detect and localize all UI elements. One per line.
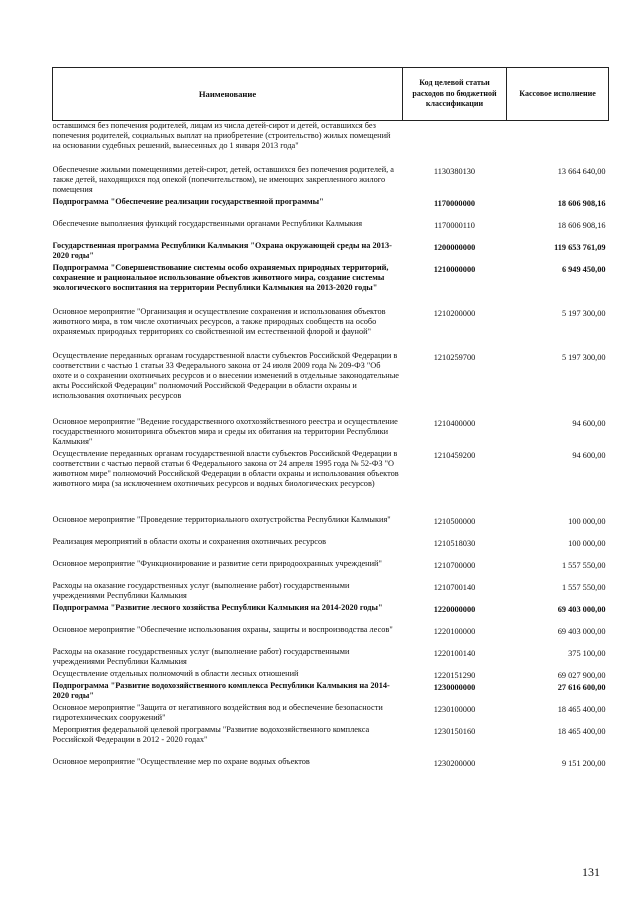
table-row bbox=[53, 725, 609, 757]
table-row bbox=[53, 603, 609, 625]
row-code: 1220151290 bbox=[433, 670, 476, 680]
row-name: Реализация мероприятий в области охоты и сохранения охотничьих ресурсов bbox=[52, 536, 327, 546]
table-body bbox=[53, 121, 609, 777]
row-name: Расходы на оказание государственных услуг (выполнение работ) государственными учреждениями Республики Калмыкия bbox=[52, 580, 350, 600]
table-row bbox=[53, 515, 609, 537]
table-row bbox=[53, 121, 609, 165]
row-amount: 5 197 300,00 bbox=[561, 308, 606, 318]
table-row bbox=[53, 263, 609, 307]
row-amount: 5 197 300,00 bbox=[561, 352, 606, 362]
row-amount: 13 664 640,00 bbox=[557, 166, 606, 176]
row-amount: 1 557 550,00 bbox=[561, 560, 606, 570]
row-name: Обеспечение жилыми помещениями детей-сирот, детей, оставшихся без попечения родителей, а также детей, находящихся под опекой (попечительством), не имеющих закрепленного жилого помещения bbox=[52, 164, 394, 194]
row-code: 1210400000 bbox=[433, 418, 476, 428]
row-name: Основное мероприятие "Ведение государственного охотхозяйственного реестра и осуществление государственного мониторинга объектов мира и среды их обитания на территории Республики Калмыкия" bbox=[52, 416, 398, 446]
row-code: 1210500000 bbox=[433, 516, 476, 526]
page-number: 131 bbox=[582, 865, 600, 879]
table-row bbox=[53, 537, 609, 559]
row-code: 1170000110 bbox=[434, 220, 475, 230]
row-amount: 100 000,00 bbox=[568, 516, 606, 526]
row-amount: 94 600,00 bbox=[572, 418, 606, 428]
row-amount: 6 949 450,00 bbox=[561, 264, 606, 274]
row-amount: 94 600,00 bbox=[572, 450, 606, 460]
table-row bbox=[53, 581, 609, 603]
row-amount: 375 100,00 bbox=[568, 648, 606, 658]
table-row bbox=[53, 647, 609, 669]
table-row bbox=[53, 449, 609, 515]
row-code: 1200000000 bbox=[433, 242, 476, 252]
table-row bbox=[53, 703, 609, 725]
row-name: Подпрограмма "Развитие водохозяйственного комплекса Республики Калмыкия на 2014-2020 годы" bbox=[52, 680, 390, 700]
row-name: Осуществление переданных органам государственной власти субъектов Российской Федерации в соответствии с частью первой статьи 6 Федерального закона от 24 апреля 1995 года № 52-ФЗ "О животном мире" полномочий Российской Федерации в области охраны и использования объектов животного мира (за исключением охотничьих ресурсов и водных биологических ресурсов) bbox=[52, 448, 399, 488]
header-amount: Кассовое исполнение bbox=[507, 68, 609, 121]
table-row bbox=[53, 417, 609, 449]
row-code: 1210259700 bbox=[433, 352, 476, 362]
row-amount: 119 653 761,09 bbox=[554, 242, 606, 252]
row-code: 1210200000 bbox=[433, 308, 476, 318]
row-code: 1230000000 bbox=[433, 682, 476, 692]
header-code: Код целевой статьи расходов по бюджетной классификации bbox=[403, 68, 507, 121]
row-code: 1220100140 bbox=[433, 648, 476, 658]
row-name: Подпрограмма "Совершенствование системы особо охраняемых природных территорий, сохранение и рациональное использование объектов животного мира, создание системы экологического воспитания на территории Республики Калмыкия на 2013-2020 годы" bbox=[52, 262, 389, 292]
row-code: 1130380130 bbox=[433, 166, 476, 176]
row-code: 1210700140 bbox=[433, 582, 476, 592]
row-name: Подпрограмма "Обеспечение реализации государственной программы" bbox=[52, 196, 324, 206]
table-row bbox=[53, 351, 609, 417]
row-amount: 18 465 400,00 bbox=[557, 726, 606, 736]
table-row bbox=[53, 307, 609, 351]
table-row bbox=[53, 669, 609, 681]
row-code: 1220000000 bbox=[433, 604, 476, 614]
row-amount bbox=[507, 121, 609, 165]
row-amount: 18 606 908,16 bbox=[557, 198, 606, 208]
table-row bbox=[53, 559, 609, 581]
row-code: 1210700000 bbox=[433, 560, 476, 570]
header-name: Наименование bbox=[53, 68, 403, 121]
row-name: Основное мероприятие "Осуществление мер по охране водных объектов bbox=[52, 756, 310, 766]
row-name: Подпрограмма "Развитие лесного хозяйства Республики Калмыкия на 2014-2020 годы" bbox=[52, 602, 383, 612]
row-name: Расходы на оказание государственных услуг (выполнение работ) государственными учреждениями Республики Калмыкия bbox=[52, 646, 350, 666]
row-amount: 18 606 908,16 bbox=[557, 220, 606, 230]
row-amount: 9 151 200,00 bbox=[561, 758, 606, 768]
row-code: 1230100000 bbox=[433, 704, 476, 714]
row-name: Мероприятия федеральной целевой программы "Развитие водохозяйственного комплекса Российской Федерации в 2012 - 2020 годах" bbox=[52, 724, 370, 744]
table-row bbox=[53, 625, 609, 647]
table-row bbox=[53, 757, 609, 777]
row-code: 1220100000 bbox=[433, 626, 476, 636]
row-amount: 69 403 000,00 bbox=[557, 604, 606, 614]
row-name: Основное мероприятие "Организация и осуществление сохранения и использования объектов животного мира, в том числе охотничьих ресурсов, а также природных сообществ на особо охраняемых природных территориях со свойственной им естественной флорой и фауной" bbox=[52, 306, 386, 336]
row-code: 1210518030 bbox=[433, 538, 476, 548]
row-name: оставшимся без попечения родителей, лицам из числа детей-сирот и детей, оставшихся без попечения родителей, социальных выплат на приобретение (строительство) жилых помещений на основании судебных решений, вынесенных до 1 января 2013 года" bbox=[52, 121, 391, 150]
row-name: Основное мероприятие "Функционирование и развитие сети природоохранных учреждений" bbox=[52, 558, 382, 568]
table-row bbox=[53, 197, 609, 219]
row-code: 1210459200 bbox=[433, 450, 476, 460]
row-code: 1230150160 bbox=[433, 726, 476, 736]
row-name: Осуществление переданных органам государственной власти субъектов Российской Федерации в соответствии с частью 1 статьи 33 Федерального закона от 24 июля 2009 года № 209-ФЗ "Об охоте и о сохранении охотничьих ресурсов и о внесении изменений в отдельные законодательные акты Российской Федерации" полномочий Российской Федерации в области охраны и использования охотничьих ресурсов bbox=[52, 350, 399, 400]
row-name: Осуществление отдельных полномочий в области лесных отношений bbox=[52, 668, 299, 678]
row-code: 1170000000 bbox=[433, 198, 476, 208]
row-name: Государственная программа Республики Калмыкия "Охрана окружающей среды на 2013-2020 годы" bbox=[52, 240, 392, 260]
row-amount: 69 403 000,00 bbox=[557, 626, 606, 636]
table-row bbox=[53, 241, 609, 263]
row-code bbox=[403, 121, 507, 165]
row-amount: 27 616 600,00 bbox=[557, 682, 606, 692]
table-row bbox=[53, 165, 609, 197]
row-amount: 100 000,00 bbox=[568, 538, 606, 548]
table-header-row bbox=[53, 68, 609, 121]
row-amount: 18 465 400,00 bbox=[557, 704, 606, 714]
row-name: Основное мероприятие "Обеспечение использования охраны, защиты и воспроизводства лесов" bbox=[52, 624, 393, 634]
row-amount: 1 557 550,00 bbox=[561, 582, 606, 592]
row-code: 1230200000 bbox=[433, 758, 476, 768]
row-amount: 69 027 900,00 bbox=[557, 670, 606, 680]
table-row bbox=[53, 681, 609, 703]
row-name: Обеспечение выполнения функций государственными органами Республики Калмыкия bbox=[52, 218, 363, 228]
row-code: 1210000000 bbox=[433, 264, 476, 274]
row-name: Основное мероприятие "Проведение территориального охотустройства Республики Калмыкия" bbox=[52, 514, 391, 524]
row-name: Основное мероприятие "Защита от негативного воздействия вод и обеспечение безопасности гидротехнических сооружений" bbox=[52, 702, 383, 722]
budget-table bbox=[52, 67, 609, 777]
table-row bbox=[53, 219, 609, 241]
